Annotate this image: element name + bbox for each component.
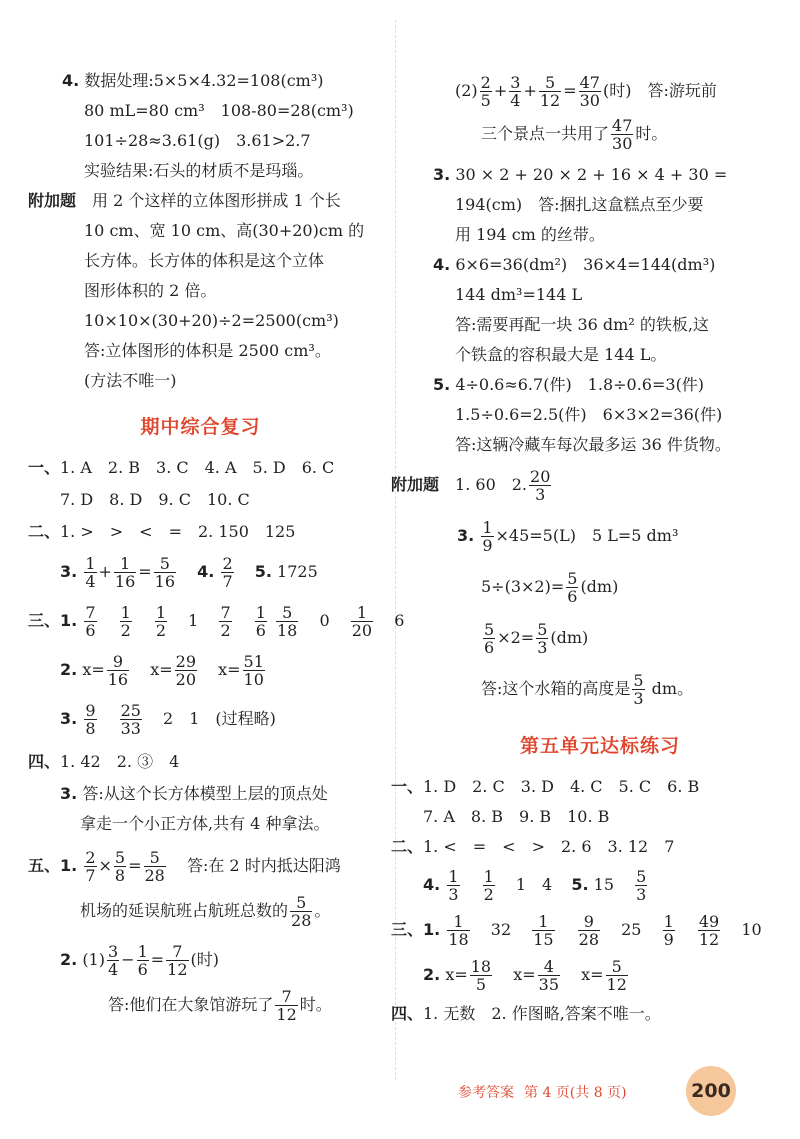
part-tag: 四、 (28, 752, 61, 771)
fraction (538, 958, 560, 993)
bonus-tag: 附加题 (391, 475, 440, 494)
denominator: 4 (107, 960, 119, 979)
denominator: 3 (448, 885, 459, 904)
answer-value: 1 (188, 611, 199, 630)
denominator: 15 (533, 930, 554, 949)
q-num: 1. (60, 856, 78, 875)
text-line: (方法不唯一) (84, 371, 177, 390)
fraction (539, 74, 561, 109)
fraction-line (60, 702, 373, 737)
fraction (470, 958, 492, 993)
denominator: 3 (529, 485, 551, 503)
fraction (483, 621, 495, 656)
fraction (114, 849, 126, 884)
q-num: 4. (197, 562, 215, 581)
equation-line (457, 519, 785, 554)
numerator: 5 (149, 848, 160, 867)
numerator: 2 (222, 554, 233, 573)
fraction (481, 519, 493, 554)
left-column (28, 70, 405, 1024)
q-num: 4. (423, 875, 441, 894)
numerator: 47 (612, 116, 633, 135)
fraction (114, 555, 136, 590)
q-num: 3. (457, 526, 475, 545)
part-tag: 五、 (28, 856, 61, 875)
q-num: 2. (423, 965, 441, 984)
sub-label: (2) (455, 81, 478, 100)
answer-value: 1 4 (515, 875, 553, 894)
denominator: 16 (154, 572, 176, 591)
answer-text: (时) 答:游玩前 (602, 81, 717, 100)
punctuation: 时。 (635, 124, 668, 143)
numerator: 5 (636, 867, 647, 886)
numerator: 7 (220, 603, 231, 622)
denominator: 28 (578, 930, 600, 949)
denominator: 6 (85, 621, 96, 640)
numerator: 7 (172, 942, 183, 961)
text-line: 实验结果:石头的材质不是玛瑙。 (84, 161, 314, 180)
variable: x= (445, 965, 468, 984)
answer-text: 答:这个水箱的高度是 (481, 679, 631, 698)
denominator: 8 (85, 719, 96, 738)
numerator: 1 (356, 603, 367, 622)
fraction (107, 653, 129, 688)
numerator: 25 (120, 701, 141, 720)
q-num: 5. (571, 875, 589, 894)
text-line (108, 988, 373, 1023)
numerator: 1 (155, 603, 167, 622)
fraction (509, 74, 521, 109)
numerator: 5 (633, 671, 644, 690)
part-tag: 一、 (391, 777, 424, 796)
text-line (481, 117, 785, 152)
q-num: 3. (60, 709, 78, 728)
section-title-unit5: 第五单元达标练习 (519, 735, 680, 757)
denominator: 20 (351, 621, 373, 640)
denominator: 10 (243, 670, 264, 689)
answer-text: 机场的延误航班占航班总数的 (80, 901, 289, 920)
numerator: 1 (483, 867, 494, 886)
text-line: 长方体。长方体的体积是这个立体 (84, 251, 325, 270)
numerator: 1 (663, 912, 674, 931)
section-title-midterm: 期中综合复习 (140, 416, 261, 438)
fraction-line: 3. $\frac{1}{4}$ + $\frac{1}{16}$ = $\frac{5}{16}$ 4. $\frac{2}{7}$ 5. 1725 (60, 554, 318, 591)
denominator: 18 (448, 930, 469, 949)
denominator: 9 (663, 930, 674, 949)
fraction (606, 958, 628, 993)
numerator: 5 (296, 893, 307, 912)
denominator: 6 (567, 587, 578, 606)
text-line: 80 mL=80 cm³ 108-80=28(cm³) (84, 101, 354, 120)
answer-value: 0 (319, 611, 330, 630)
mc-answers-2: 7. A 8. B 9. B 10. B (423, 807, 610, 826)
mc-answers-2: 7. D 8. D 9. C 10. C (60, 490, 250, 509)
denominator: 5 (480, 91, 491, 110)
bonus-line (391, 468, 785, 503)
fraction (447, 868, 459, 903)
equation-line: 2. (1) $\frac{3}{4}$ − $\frac{1}{6}$ = $\frac{7}{12}$ (时) (60, 942, 220, 979)
part-tag: 二、 (28, 522, 61, 541)
answer-text: 4÷0.6≈6.7(件) 1.8÷0.6=3(件) (455, 375, 705, 394)
part-tag: 三、 (391, 920, 424, 939)
numerator: 3 (510, 73, 521, 92)
bonus-line (28, 190, 373, 212)
numerator: 9 (85, 701, 96, 720)
fraction (483, 868, 495, 903)
denominator: 12 (698, 930, 720, 949)
fraction (579, 74, 601, 109)
numerator: 7 (85, 603, 96, 622)
fraction (635, 868, 647, 903)
equation-line (423, 958, 785, 993)
variable: x= (513, 965, 536, 984)
denominator: 18 (277, 621, 298, 640)
denominator: 16 (114, 572, 136, 591)
fraction (154, 555, 176, 590)
denominator: 3 (633, 689, 644, 708)
text-line (433, 374, 785, 396)
denominator: 7 (85, 866, 96, 885)
numerator: 18 (470, 957, 492, 976)
numerator: 3 (107, 942, 119, 961)
text-line: 答:这辆冷藏车每次最多运 36 件货物。 (455, 435, 731, 454)
answer-text: 5÷(3×2)= (481, 577, 565, 596)
variable: x= (581, 965, 604, 984)
fill-answers: 1. > > < = 2. 150 125 (60, 522, 296, 541)
footer-page-info: 第 4 页(共 8 页) (524, 1085, 627, 1101)
answer-text: ×45=5(L) 5 L=5 dm³ (495, 526, 679, 545)
numerator: 5 (567, 569, 578, 588)
text-line: 答:需要再配一块 36 dm² 的铁板,这 (455, 315, 709, 334)
answer-text: 1. 60 2. (455, 475, 528, 494)
q-num: 3. (60, 562, 78, 581)
denominator: 9 (482, 536, 493, 555)
mc-answers: 1. A 2. B 3. C 4. A 5. D 6. C (60, 458, 335, 477)
q-num: 5. (254, 562, 272, 581)
answer-text: 6×6=36(dm²) 36×4=144(dm³) (455, 255, 716, 274)
q-num: 1. (60, 611, 78, 630)
unit: (dm) (550, 628, 589, 647)
part-tag: 一、 (28, 458, 61, 477)
fraction (221, 555, 233, 590)
equation-line (481, 570, 785, 605)
text-line: 194(cm) 答:捆扎这盒糕点至少要 (455, 195, 704, 214)
denominator: 30 (579, 91, 600, 110)
fraction (137, 943, 149, 978)
numerator: 5 (544, 73, 556, 92)
variable: x= (218, 660, 241, 679)
numerator: 5 (114, 848, 126, 867)
answer-value: 15 (593, 875, 615, 894)
part-tag: 四、 (391, 1004, 424, 1023)
answer-text: 30 × 2 + 20 × 2 + 16 × 4 + 30 = (455, 165, 728, 184)
denominator: 33 (120, 719, 141, 738)
denominator: 6 (255, 621, 266, 640)
part4-line (391, 1003, 785, 1025)
numerator: 5 (159, 554, 170, 573)
numerator: 1 (120, 603, 131, 622)
numerator: 5 (282, 603, 293, 622)
numerator: 47 (579, 73, 600, 92)
denominator: 30 (612, 134, 633, 153)
text-line (80, 894, 373, 929)
numerator: 1 (255, 603, 266, 622)
fraction (275, 988, 297, 1023)
denominator: 12 (276, 1005, 297, 1024)
fraction (243, 653, 265, 688)
numerator: 2 (85, 848, 96, 867)
answer-text: 答:在 2 时内抵达阳鸿 (186, 856, 341, 875)
mc-line (391, 776, 785, 798)
answer-text: 2 1 (过程略) (163, 709, 276, 728)
q-num: 4. (433, 255, 451, 274)
text-line: 用 194 cm 的丝带。 (455, 225, 605, 244)
denominator: 6 (484, 638, 495, 657)
answer-text: 答:他们在大象馆游玩了 (108, 995, 274, 1014)
answer-value: 1725 (277, 562, 318, 581)
denominator: 12 (539, 91, 561, 110)
fraction (84, 702, 96, 737)
fraction (276, 604, 298, 639)
q-num: 2. (60, 950, 78, 969)
answer-text: 1. 无数 2. 作图略,答案不唯一。 (423, 1004, 661, 1023)
numerator: 2 (480, 73, 491, 92)
fraction (611, 117, 633, 152)
fraction (578, 913, 600, 948)
bonus-text: 用 2 个这样的立体图形拼成 1 个长 (92, 191, 341, 210)
variable: x= (82, 660, 105, 679)
fraction (447, 913, 469, 948)
fraction (84, 849, 96, 884)
fraction (155, 604, 167, 639)
text-line: 图形体积的 2 倍。 (84, 281, 217, 300)
fraction-line (423, 868, 785, 903)
mc-answers: 1. D 2. C 3. D 4. C 5. C 6. B (423, 777, 700, 796)
numerator: 1 (482, 518, 493, 537)
equation-line: (2) $\frac{2}{5}$ + $\frac{3}{4}$ + $\frac{5}{12}$ = $\frac{47}{30}$ (时) 答:游玩前 (455, 73, 717, 110)
denominator: 2 (155, 621, 167, 640)
denominator: 6 (137, 960, 148, 979)
text-line: 拿走一个小正方体,共有 4 种拿法。 (80, 814, 330, 833)
q-num: 3. (60, 784, 78, 803)
denominator: 12 (167, 960, 188, 979)
fraction (290, 894, 312, 929)
numerator: 49 (698, 912, 720, 931)
punctuation: dm。 (646, 679, 694, 698)
fraction (480, 74, 492, 109)
text-line: 答:立体图形的体积是 2500 cm³。 (84, 341, 331, 360)
mc-line (28, 457, 373, 479)
denominator: 4 (510, 91, 521, 110)
right-column (391, 73, 785, 1025)
unit: (dm) (580, 577, 619, 596)
answer-text: 1. 42 2. ③ 4 (60, 752, 180, 771)
numerator: 20 (530, 467, 551, 486)
footer-label: 参考答案 (458, 1085, 514, 1101)
fraction (107, 943, 119, 978)
numerator: 5 (537, 620, 548, 639)
fraction (532, 913, 554, 948)
fraction (120, 604, 132, 639)
numerator: 4 (543, 957, 554, 976)
text-line: 101÷28≈3.61(g) 3.61>2.7 (84, 131, 311, 150)
fill-line (391, 836, 785, 858)
q-num: 5. (433, 375, 451, 394)
part-tag: 二、 (391, 837, 424, 856)
fraction-line (28, 603, 405, 640)
answer-text: 三个景点一共用了 (481, 124, 610, 143)
numerator: 1 (453, 912, 464, 931)
denominator: 35 (538, 975, 559, 994)
numerator: 7 (281, 987, 292, 1006)
denominator: 2 (483, 885, 494, 904)
fraction (166, 943, 188, 978)
fraction (255, 604, 267, 639)
numerator: 1 (85, 554, 96, 573)
numerator: 1 (119, 554, 131, 573)
denominator: 20 (175, 670, 196, 689)
denominator: 3 (537, 638, 548, 657)
page-footer (458, 1082, 637, 1102)
denominator: 8 (114, 866, 126, 885)
numerator: 5 (484, 620, 495, 639)
fraction (120, 702, 142, 737)
q4-text: 数据处理:5×5×4.32=108(cm³) (84, 71, 324, 90)
q-num: 4. (62, 71, 80, 90)
q-num: 2. (60, 660, 78, 679)
text-line (481, 672, 785, 707)
punctuation: 。 (314, 901, 331, 920)
answer-value: 32 (490, 920, 512, 939)
bonus-tag: 附加题 (28, 191, 77, 210)
text-line: 10 cm、宽 10 cm、高(30+20)cm 的 (84, 221, 365, 240)
fill-answers: 1. < = < > 2. 6 3. 12 7 (423, 837, 675, 856)
denominator: 16 (107, 670, 129, 689)
q4-line (62, 70, 373, 92)
variable: x= (150, 660, 173, 679)
text-line: 10×10×(30+20)÷2=2500(cm³) (84, 311, 339, 330)
text-line: 1.5÷0.6=2.5(件) 6×3×2=36(件) (455, 405, 723, 424)
part-tag: 三、 (28, 611, 61, 630)
answer-value: 10 (741, 920, 762, 939)
numerator: 9 (583, 912, 594, 931)
fraction (566, 570, 578, 605)
answer-value: 25 (621, 920, 642, 939)
denominator: 28 (291, 911, 312, 930)
text-line (433, 164, 785, 186)
fraction (144, 849, 166, 884)
numerator: 1 (137, 942, 148, 961)
denominator: 4 (85, 572, 96, 591)
fraction-line: 五、1. $\frac{2}{7}$ × $\frac{5}{8}$ = $\frac{5}{28}$ 答:在 2 时内抵达阳鸿 (28, 848, 341, 885)
text-line: 144 dm³=144 L (455, 285, 583, 304)
equation-line (60, 653, 373, 688)
numerator: 29 (175, 652, 196, 671)
denominator: 12 (606, 975, 627, 994)
page-number-badge: 200 (686, 1066, 736, 1116)
punctuation: 时。 (299, 995, 332, 1014)
fraction-line (391, 913, 785, 948)
q-num: 1. (423, 920, 441, 939)
fraction (175, 653, 197, 688)
denominator: 2 (220, 621, 231, 640)
denominator: 7 (222, 572, 233, 591)
q-num: 3. (433, 165, 451, 184)
denominator: 5 (470, 975, 492, 993)
fraction (529, 468, 551, 503)
numerator: 9 (112, 652, 124, 671)
fraction (632, 672, 644, 707)
numerator: 51 (243, 652, 264, 671)
answer-value: 6 (394, 611, 405, 630)
numerator: 1 (448, 867, 459, 886)
part4-line (28, 751, 373, 773)
fraction (663, 913, 675, 948)
answer-text: 答:从这个长方体模型上层的顶点处 (82, 784, 328, 803)
denominator: 2 (120, 621, 131, 640)
text-line (433, 254, 785, 276)
denominator: 28 (144, 866, 165, 885)
fraction (351, 604, 373, 639)
fill-line (28, 521, 373, 543)
numerator: 1 (538, 912, 549, 931)
fraction (84, 604, 96, 639)
sub-label: (1) (82, 950, 105, 969)
equation-line: $\frac{5}{6}$ ×2= $\frac{5}{3}$ (dm) (484, 620, 589, 657)
numerator: 5 (611, 957, 622, 976)
fraction (219, 604, 231, 639)
text-line: 个铁盒的容积最大是 144 L。 (455, 345, 667, 364)
text-line (60, 783, 373, 805)
fraction (698, 913, 720, 948)
unit: (时) (190, 950, 220, 969)
fraction (536, 621, 548, 656)
denominator: 3 (636, 885, 647, 904)
fraction (84, 555, 96, 590)
